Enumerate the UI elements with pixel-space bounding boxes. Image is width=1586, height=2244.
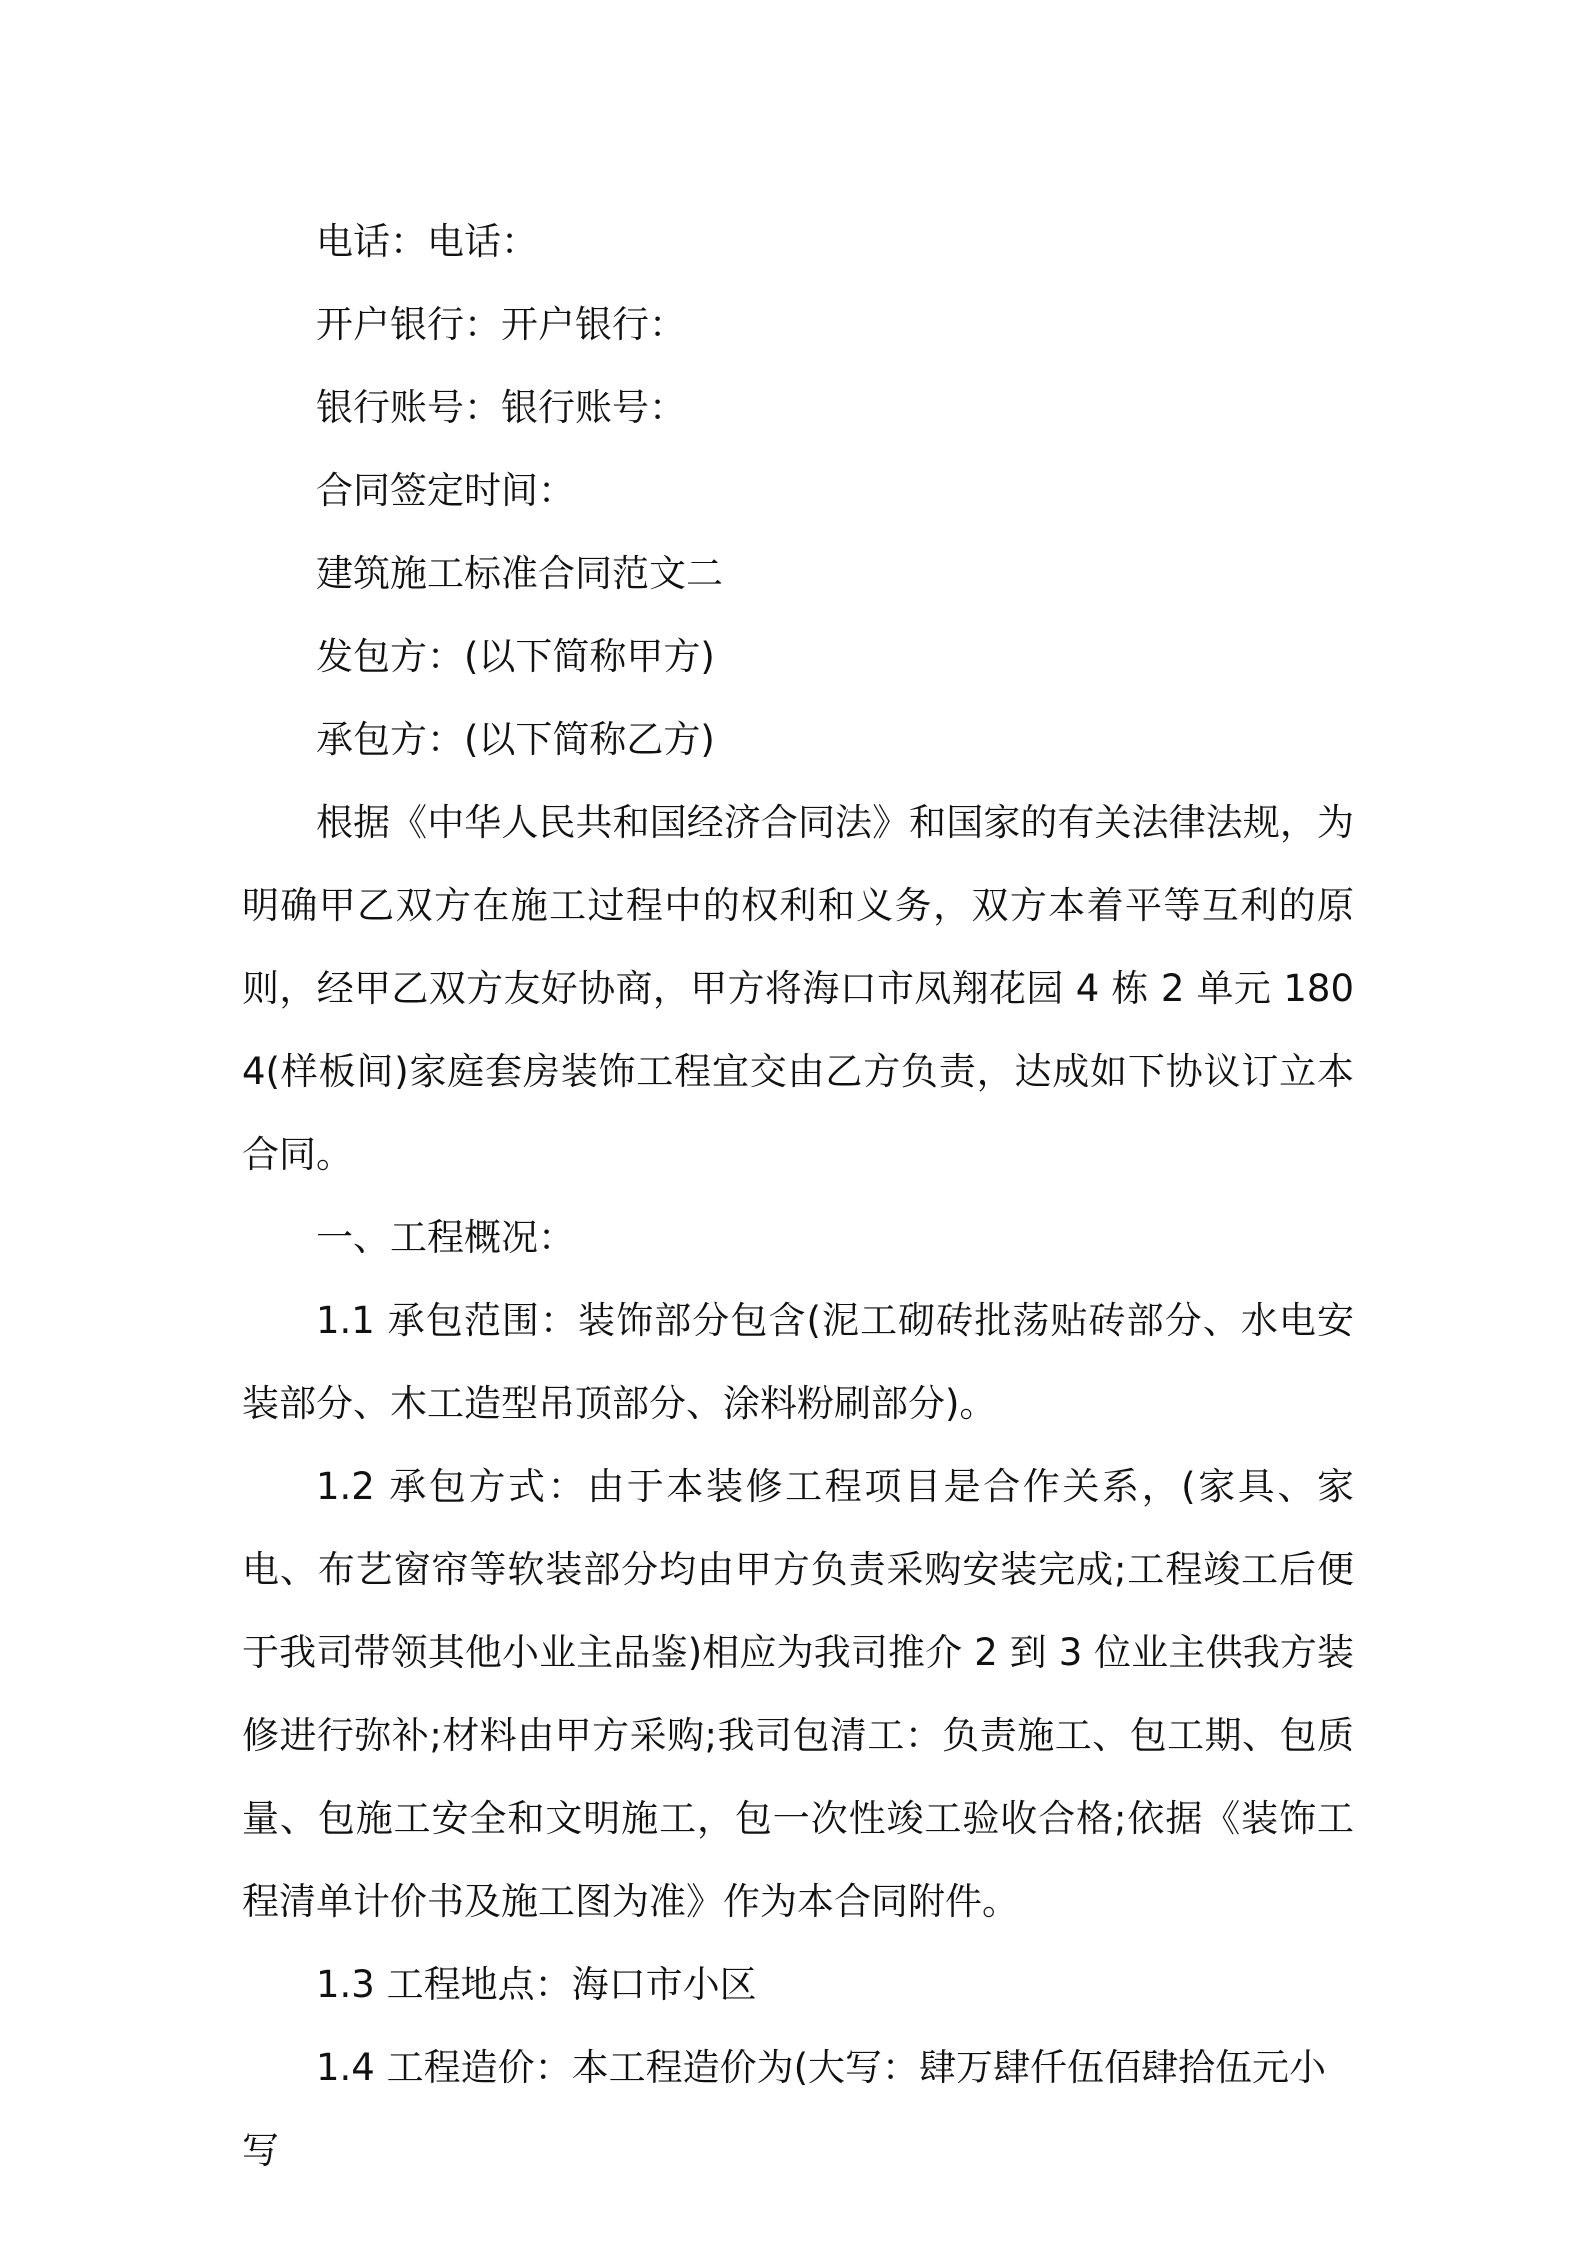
intro-paragraph: 根据《中华人民共和国经济合同法》和国家的有关法律法规，为明确甲乙双方在施工过程中的权利和义务，双方本着平等互利的原则，经甲乙双方友好协商，甲方将海口市凤翔花园 4 栋 2 单元 1804(样板间)家庭套房装饰工程宜交由乙方负责，达成如下协议订立本合同。 [242, 801, 1354, 1176]
bank-account-line: 银行账号：银行账号： [316, 386, 686, 429]
document-body [242, 200, 1354, 2192]
party-b-line: 承包方：(以下简称乙方) [316, 718, 715, 761]
document-title: 建筑施工标准合同范文二 [316, 552, 723, 595]
clause-1-3: 1.3 工程地点：海口市小区 [316, 1963, 757, 2006]
clause-1-2: 1.2 承包方式：由于本装修工程项目是合作关系，(家具、家电、布艺窗帘等软装部分均由甲方负责采购安装完成;工程竣工后便于我司带领其他小业主品鉴)相应为我司推介 2 到 3 位业主供我方装修进行弥补;材料由甲方采购;我司包清工：负责施工、包工期、包质量、包施工安全和文明施工，包一次性竣工验收合格;依据《装饰工程清单计价书及施工图为准》作为本合同附件。 [242, 1465, 1354, 1923]
bank-name-line: 开户银行：开户银行： [316, 303, 686, 346]
party-a-line: 发包方：(以下简称甲方) [316, 635, 715, 678]
clause-1-1: 1.1 承包范围：装饰部分包含(泥工砌砖批荡贴砖部分、水电安装部分、木工造型吊顶部分、涂料粉刷部分)。 [242, 1299, 1354, 1425]
clause-1-4: 1.4 工程造价：本工程造价为(大写：肆万肆仟伍佰肆拾伍元小写 [242, 2046, 1327, 2172]
phone-line: 电话：电话： [316, 220, 538, 263]
contract-date-line: 合同签定时间： [316, 469, 575, 512]
section-heading: 一、工程概况： [316, 1216, 575, 1259]
